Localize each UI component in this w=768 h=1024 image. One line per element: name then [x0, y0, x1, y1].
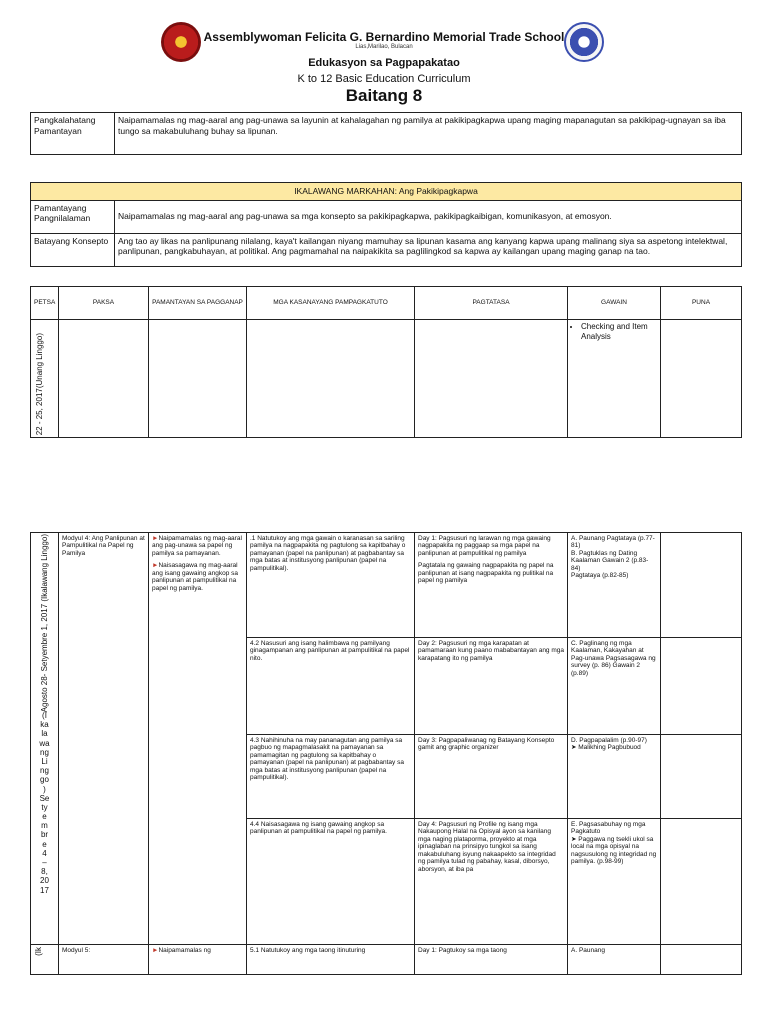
activity-item: C. Paglinang ng mga Kaalaman, Kakayahan at Pag-unawa Pagsasagawa ng survey (p. 86) Gawain 2 (p.89)	[568, 638, 661, 735]
week2-date-stacked: (I ka la wa ng Li ng go ) Se ty e m br e 4 – 8, 20 17	[39, 711, 50, 895]
skill-cell: 4.2 Nasusuri ang isang halimbawa ng pamilyang ginagampanan ang panlipunan at pampulitikal na papel nito.	[247, 638, 415, 735]
activity-item: D. Pagpapalalim (p.90-97)	[571, 737, 647, 744]
column-header: PETSA	[31, 287, 59, 320]
core-concept-label: Batayang Konsepto	[31, 233, 115, 266]
column-header: PAGTATASA	[415, 287, 568, 320]
column-header: PAKSA	[59, 287, 149, 320]
week2-module: Modyul 4: Ang Panlipunan at Pampulitikal na Papel ng Pamilya	[59, 533, 149, 945]
column-header: MGA KASANAYANG PAMPAGKATUTO	[247, 287, 415, 320]
skill-cell: 4.3 Nahihinuha na may pananagutan ang pamilya sa pagbuo ng mapagmalasakit na pamayanan sa pamamagitan ng pagtulong sa kapitbahay o pamayanan (papel na panlipunan) at pagbabantay sa mga batas at institusyong panlipunan (papel na pampulitikal).	[247, 735, 415, 819]
arrow-bullet-icon: ➤	[571, 835, 579, 843]
assessment-text: Pagtatala ng gawaing nagpapakita ng papel na panlipunan at isang nagpapakita ng pulitikal na papel ng pamilya	[418, 562, 554, 585]
bullet-icon: ►	[152, 562, 159, 570]
skill-cell: 4.4 Naisasagawa ng isang gawaing angkop sa panlipunan at pampulitikal na papel ng pamilya.	[247, 819, 415, 945]
week3-performance: ►Naipamamalas ng	[149, 945, 247, 975]
general-standard-text: Naipamamalas ng mag-aaral ang pag-unawa sa layunin at kahalagahan ng pamilya at pakikipagkapwa upang maging mapanagutan sa pakikipag-ugnayan sa iba tungo sa makabuluhang buhay sa lipunan.	[115, 113, 742, 155]
activity-item: ➤ Malikhing Pagbubuod	[571, 744, 641, 752]
week2-date: Agosto 28- Setyembre 1, 2017 (Ikalawang Linggo)	[39, 533, 49, 713]
general-standard-label: Pangkalahatang Pamantayan	[31, 113, 115, 155]
content-standard-text: Naipamamalas ng mag-aaral ang pag-unawa sa mga konsepto sa pakikipagkapwa, pakikipagkaibigan, komunikasyon, at emosyon.	[115, 200, 742, 233]
column-header: GAWAIN	[568, 287, 661, 320]
assessment-text: Day 4: Pagsusuri ng Profile ng isang mga Nakaupong Halal na Opisyal ayon sa kanilang mga naging plataporma, proyekto at mga ipinaglaban na prinsipyo tungkol sa isang makabuluhang isyung nakaapekto sa integridad ng pamilya tulad ng pabahay, kasal, diborsyo, aborsyon, at iba pa	[415, 819, 568, 945]
activity-item: E. Pagsasabuhay ng mga Pagkatuto	[571, 821, 646, 836]
core-concept-text: Ang tao ay likas na panlipunang nilalang, kaya't kailangan niyang mamuhay sa lipunan kasama ang kanyang kapwa upang malinang siya sa aspetong intelektwal, panlipunan, pangkabuhayan, at politikal. Ang pagmamahal na naipakikita sa paglilingkod sa kapwa ay kailangan upang maging ganap na tao.	[115, 233, 742, 266]
week2-plan-table	[30, 532, 742, 975]
week3-activity: A. Paunang	[568, 945, 661, 975]
curriculum-title: K to 12 Basic Education Curriculum	[297, 73, 471, 85]
general-standard-table	[30, 112, 742, 155]
activity-item: B. Pagtuklas ng Dating Kaalaman Gawain 2 (p.83-84)	[571, 549, 649, 572]
assessment-text: Day 3: Pagpapaliwanag ng Batayang Konsepto gamit ang graphic organizer	[415, 735, 568, 819]
week1-gawain: • Checking and Item Analysis	[581, 322, 657, 342]
assessment-text: Day 1: Pagsusuri ng larawan ng mga gawaing nagpapakita ng paggaap sa mga papel na panlipunan at pampulitikal ng pamilya	[418, 535, 551, 557]
assessment-text: Day 2: Pagsusuri ng mga karapatan at pamamaraan kung paano mababantayan ang mga karapatang ito ng pamilya	[415, 638, 568, 735]
school-name: Assemblywoman Felicita G. Bernardino Memorial Trade School	[203, 30, 565, 44]
content-standard-label: Pamantayang Pangnilalaman	[31, 200, 115, 233]
performance-standard-1: ►Naipamamalas ng mag-aaral ang pag-unawa sa papel ng pamilya sa pamayanan.	[152, 535, 242, 557]
activity-item: A. Paunang Pagtataya (p.77-81)	[571, 535, 655, 550]
grade-level: Baitang 8	[345, 86, 423, 105]
activity-item: Pagtataya (p.82-85)	[571, 572, 629, 580]
performance-standard-2: ►Naisasagawa ng mag-aaral ang isang gawaing angkop sa panlipunan at pampulitikal na papel ng pamilya.	[152, 562, 239, 592]
week3-module: Modyul 5:	[59, 945, 149, 975]
subject-title: Edukasyon sa Pagpapakatao	[308, 57, 460, 69]
week1-date: 22 - 25, 2017(Unang Linggo)	[35, 332, 44, 435]
column-header: PUNA	[661, 287, 742, 320]
activity-item: ➤ Paggawa ng tsekli ukol sa local na mga opisyal na nagsusulong ng integridad ng pamilya. (p.98-99)	[571, 835, 657, 866]
quarter-heading: IKALAWANG MARKAHAN: Ang Pakikipagkapwa	[31, 183, 742, 201]
bullet-icon: ►	[152, 535, 159, 542]
week3-skill: 5.1 Natutukoy ang mga taong itinuturing	[247, 945, 415, 975]
column-header: PAMANTAYAN SA PAGGANAP	[149, 287, 247, 320]
lesson-plan-table	[30, 286, 742, 438]
week3-assessment: Day 1: Pagtukoy sa mga taong	[415, 945, 568, 975]
arrow-bullet-icon: ➤	[571, 744, 579, 752]
week3-date-partial: (Ik	[34, 947, 43, 956]
quarter-table	[30, 182, 742, 267]
bullet-icon: ►	[152, 947, 159, 954]
skill-cell: .1 Natutukoy ang mga gawain o karanasan sa sariling pamilya na nagpapakita ng pagtulong sa kapitbahay o pamayanan (papel na panlipunan) at pagbabantay sa mga batas at institusyong panlipunan (papel na pampulitikal).	[247, 533, 415, 638]
school-address: Lias,Marilao, Bulacan	[355, 44, 413, 50]
